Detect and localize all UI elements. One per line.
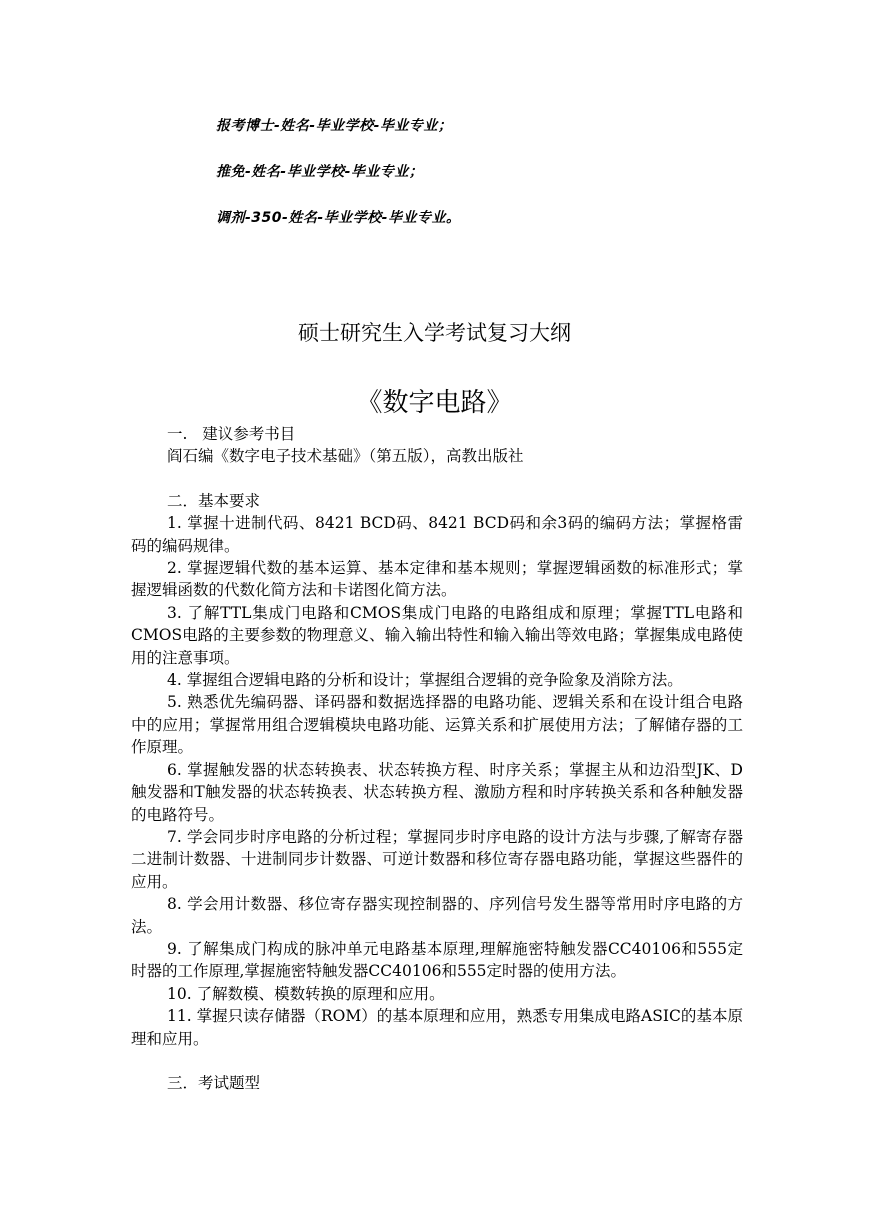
requirement-item: 9. 了解集成门构成的脉冲单元电路基本原理,理解施密特触发器CC40106和555定时器的工作原理,掌握施密特触发器CC40106和555定时器的使用方法。 <box>131 939 743 981</box>
note-doctoral: 报考博士-姓名-毕业学校-毕业专业； <box>216 118 453 134</box>
requirement-item: 3. 了解TTL集成门电路和CMOS集成门电路的电路组成和原理；掌握TTL电路和CMOS电路的主要参数的物理意义、输入输出特性和输入输出等效电路；掌握集成电路使用的注意事项。 <box>131 603 743 667</box>
requirement-item: 6. 掌握触发器的状态转换表、状态转换方程、时序关系；掌握主从和边沿型JK、D触发器和T触发器的状态转换表、状态转换方程、激励方程和时序转换关系和各种触发器的电路符号。 <box>131 760 743 824</box>
requirement-item: 8. 学会用计数器、移位寄存器实现控制器的、序列信号发生器等常用时序电路的方法。 <box>131 895 743 936</box>
subject-title: 《数字电路》 <box>356 388 513 418</box>
spacer <box>131 1050 743 1072</box>
requirement-item: 10. 了解数模、模数转换的原理和应用。 <box>167 984 445 1003</box>
section-2-heading: 二．基本要求 <box>167 491 261 510</box>
application-format-notes <box>216 116 736 254</box>
section-3-heading: 三．考试题型 <box>167 1073 261 1092</box>
requirement-item: 7. 学会同步时序电路的分析过程；掌握同步时序电路的设计方法与步骤,了解寄存器二进制计数器、十进制同步计数器、可逆计数器和移位寄存器电路功能，掌握这些器件的应用。 <box>131 827 743 891</box>
note-recommended: 推免-姓名-毕业学校-毕业专业； <box>216 164 424 180</box>
requirement-item: 11. 掌握只读存储器（ROM）的基本原理和应用，熟悉专用集成电路ASIC的基本原理和应用。 <box>131 1007 743 1048</box>
note-transfer: 调剂-350-姓名-毕业学校-毕业专业。 <box>216 210 461 226</box>
requirement-item: 4. 掌握组合逻辑电路的分析和设计；掌握组合逻辑的竞争险象及消除方法。 <box>167 671 683 690</box>
requirement-item: 1. 掌握十进制代码、8421 BCD码、8421 BCD码和余3码的编码方法；掌握格雷码的编码规律。 <box>131 514 743 555</box>
page-title: 硕士研究生入学考试复习大纲 <box>298 321 571 345</box>
spacer <box>131 468 743 490</box>
requirement-item: 2. 掌握逻辑代数的基本运算、基本定律和基本规则；掌握逻辑函数的标准形式；掌握逻辑函数的代数化简方法和卡诺图化简方法。 <box>131 559 743 600</box>
syllabus-body <box>131 423 743 1094</box>
requirement-item: 5. 熟悉优先编码器、译码器和数据选择器的电路功能、逻辑关系和在设计组合电路中的应用；掌握常用组合逻辑模块电路功能、运算关系和扩展使用方法；了解储存器的工作原理。 <box>131 693 743 757</box>
reference-book: 阎石编《数字电子技术基础》（第五版），高教出版社 <box>167 447 524 466</box>
section-1-heading: 一. 建议参考书目 <box>167 425 296 443</box>
